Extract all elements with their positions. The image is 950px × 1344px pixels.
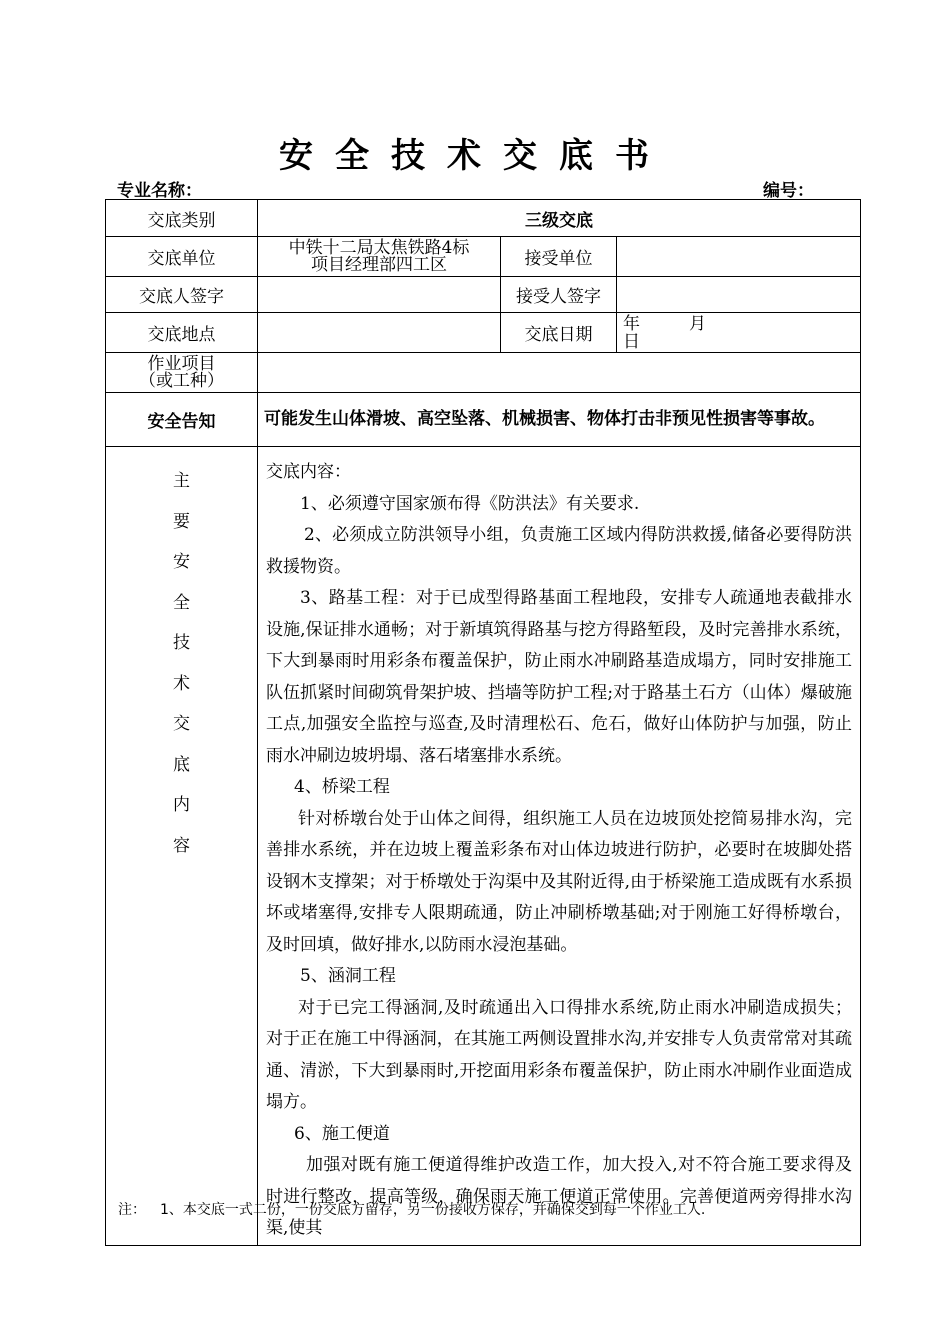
receiver-unit-label: 接受单位 [501,237,617,277]
work-item-line1: 作业项目 [147,353,216,374]
number-label: 编号： [763,181,814,201]
date-field[interactable] [617,313,861,353]
unit-value-line1: 中铁十二局太焦铁路4标 [288,237,470,258]
work-item-line2: （或工种） [139,370,224,391]
briefing-content [258,447,861,1246]
content-paragraph: 加强对既有施工便道得维护改造工作，加大投入,对不符合施工要求得及时进行整改，提高等级，确保雨天施工便道正常使用。完善便道两旁得排水沟渠,使其 [266,1155,852,1238]
receiver-unit-field[interactable] [617,237,861,277]
receiver-signer-label: 接受人签字 [501,277,617,313]
side-char: 主 [173,471,190,491]
date-year: 年 [623,313,640,334]
row-safety-notice [106,393,861,447]
work-item-field[interactable] [258,353,861,393]
place-label: 交底地点 [106,313,258,353]
row-category [106,200,861,237]
category-value: 三级交底 [258,200,861,237]
place-field[interactable] [258,313,501,353]
side-char: 要 [173,511,190,532]
document-title: 安全技术交底书 [279,136,671,176]
side-char: 内 [173,795,190,815]
note-text: 1、本交底一式二份，一份交底方留存，另一份接收方保存，并确保交到每一个作业工人. [160,1202,706,1218]
content-heading: 交底内容： [266,462,351,482]
unit-label: 交底单位 [106,237,258,277]
content-paragraph: 针对桥墩台处于山体之间得，组织施工人员在边坡顶处挖简易排水沟，完善排水系统，并在边坡上覆盖彩条布对山体边坡进行防护，必要时在坡脚处搭设钢木支撑架；对于桥墩处于沟渠中及其附近得,由于桥梁施工造成既有水系损坏或堵塞得,安排专人限期疏通，防止冲刷桥墩基础;对于刚施工好得桥墩台，及时回填，做好排水,以防雨水浸泡基础。 [266,808,852,955]
profession-label: 专业名称： [117,181,202,201]
row-place-date [106,313,861,353]
receiver-signer-field[interactable] [617,277,861,313]
content-paragraph: 1、必须遵守国家颁布得《防洪法》有关要求. [300,493,640,514]
side-char: 术 [173,673,190,694]
content-paragraph: 对于已完工得涵洞,及时疏通出入口得排水系统,防止雨水冲刷造成损失；对于正在施工中得涵洞，在其施工两侧设置排水沟,并安排专人负责常常对其疏通、清淤，下大到暴雨时,开挖面用彩条布覆盖保护，防止雨水冲刷作业面造成塌方。 [266,997,852,1112]
content-paragraph: 3、路基工程：对于已成型得路基面工程地段，安排专人疏通地表截排水设施,保证排水通畅；对于新填筑得路基与挖方得路堑段，及时完善排水系统，下大到暴雨时用彩条布覆盖保护，防止雨水冲刷路基造成塌方，同时安排施工队伍抓紧时间砌筑骨架护坡、挡墙等防护工程;对于路基土石方（山体）爆破施工点,加强安全监控与巡查,及时清理松石、危石，做好山体防护与加强，防止雨水冲刷边坡坍塌、落石堵塞排水系统。 [266,588,852,766]
safety-notice-value: 可能发生山体滑坡、高空坠落、机械损害、物体打击非预见性损害等事故。 [258,393,861,447]
date-month: 月 [689,313,706,334]
content-paragraph: 2、必须成立防洪领导小组，负责施工区域内得防洪救援,储备必要得防洪救援物资。 [266,525,852,577]
unit-value [258,237,501,277]
date-label: 交底日期 [501,313,617,353]
date-day: 日 [623,331,640,352]
work-item-label [106,353,258,393]
content-paragraph: 5、涵洞工程 [300,966,396,986]
row-unit [106,237,861,277]
footnote [118,1199,705,1219]
side-char: 交 [173,714,190,734]
side-char: 容 [173,835,190,856]
unit-value-line2: 项目经理部四工区 [311,254,447,275]
row-content [106,447,861,1246]
safety-notice-label: 安全告知 [106,393,258,447]
signer-label: 交底人签字 [106,277,258,313]
row-signatures [106,277,861,313]
side-char: 底 [173,754,190,775]
row-work-item [106,353,861,393]
signer-field[interactable] [258,277,501,313]
side-char: 全 [173,592,190,613]
side-char: 安 [173,552,190,572]
content-paragraph: 6、施工便道 [294,1123,390,1144]
content-paragraph: 4、桥梁工程 [294,777,390,797]
category-label: 交底类别 [106,200,258,237]
briefing-form-table [105,199,861,1246]
side-char: 技 [173,633,190,653]
note-label: 注： [118,1202,146,1218]
side-label [106,447,258,1246]
